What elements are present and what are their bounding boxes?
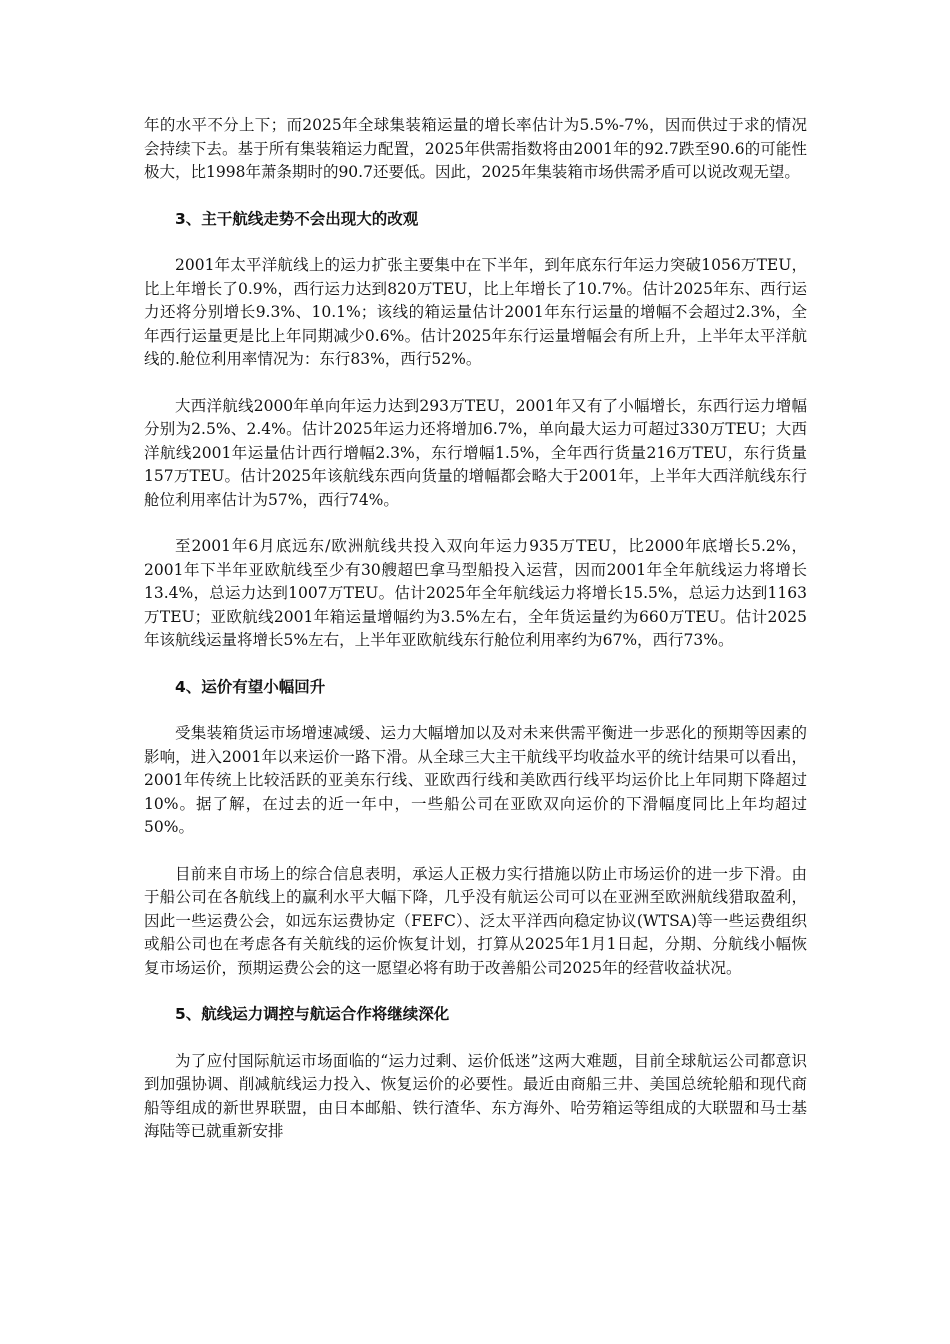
section-heading-3: 3、主干航线走势不会出现大的改观 bbox=[175, 209, 419, 228]
paragraph-continuation: 年的水平不分上下；而2025年全球集装箱运量的增长率估计为5.5%-7%，因而供过于求的情况会持续下去。基于所有集装箱运力配置，2025年供需指数将由2001年的92.7跌至90.6的可能性极大，比1998年萧条期时的90.7还要低。因此，2025年集装箱市场供需矛盾可以说改观无望。 bbox=[144, 116, 807, 181]
paragraph-alliance-cooperation: 为了应付国际航运市场面临的“运力过剩、运价低迷”这两大难题，目前全球航运公司都意识到加强协调、削减航线运力投入、恢复运价的必要性。最近由商船三井、美国总统轮船和现代商船等组成的新世界联盟，由日本邮船、铁行渣华、东方海外、哈劳箱运等组成的大联盟和马士基海陆等已就重新安排 bbox=[144, 1051, 807, 1140]
paragraph-asia-europe-route: 至2001年6月底远东/欧洲航线共投入双向年运力935万TEU，比2000年底增长5.2%，2001年下半年亚欧航线至少有30艘超巴拿马型船投入运营，因而2001年全年航线运力将增长13.4%，总运力达到1007万TEU。估计2025年全年航线运力将增长15.5%，总运力达到1163万TEU；亚欧航线2001年箱运量增幅约为3.5%左右，全年货运量约为660万TEU。估计2025年该航线运量将增长5%左右，上半年亚欧航线东行舱位利用率约为67%，西行73%。 bbox=[144, 537, 807, 649]
paragraph-rate-recovery-plan: 目前来自市场上的综合信息表明，承运人正极力实行措施以防止市场运价的进一步下滑。由于船公司在各航线上的赢利水平大幅下降，几乎没有航运公司可以在亚洲至欧洲航线猎取盈利，因此一些运费公会，如远东运费协定（FEFC）、泛太平洋西向稳定协议(WTSA)等一些运费组织或船公司也在考虑各有关航线的运价恢复计划，打算从2025年1月1日起，分期、分航线小幅恢复市场运价，预期运费公会的这一愿望必将有助于改善船公司2025年的经营收益状况。 bbox=[144, 864, 807, 977]
paragraph-atlantic-route: 大西洋航线2000年单向年运力达到293万TEU，2001年又有了小幅增长，东西行运力增幅分别为2.5%、2.4%。估计2025年运力还将增加6.7%，单向最大运力可超过330万TEU；大西洋航线2001年运量估计西行增幅2.3%，东行增幅1.5%，全年西行货量216万TEU，东行货量157万TEU。估计2025年该航线东西向货量的增幅都会略大于2001年，上半年大西洋航线东行舱位利用率估计为57%，西行74%。 bbox=[144, 396, 807, 509]
document-page bbox=[144, 114, 807, 1144]
section-heading-5: 5、航线运力调控与航运合作将继续深化 bbox=[175, 1005, 450, 1023]
paragraph-pacific-route: 2001年太平洋航线上的运力扩张主要集中在下半年，到年底东行年运力突破1056万TEU，比上年增长了0.9%，西行运力达到820万TEU，比上年增长了10.7%。估计2025年东、西行运力还将分别增长9.3%、10.1%；该线的箱运量估计2001年东行运量的增幅不会超过2.3%，全年西行运量更是比上年同期减少0.6%。估计2025年东行运量增幅会有所上升，上半年太平洋航线的.舱位利用率情况为：东行83%，西行52%。 bbox=[144, 256, 807, 368]
paragraph-freight-rate-decline: 受集装箱货运市场增速减缓、运力大幅增加以及对未来供需平衡进一步恶化的预期等因素的影响，进入2001年以来运价一路下滑。从全球三大主干航线平均收益水平的统计结果可以看出，2001年传统上比较活跃的亚美东行线、亚欧西行线和美欧西行线平均运价比上年同期下降超过10%。据了解，在过去的近一年中，一些船公司在亚欧双向运价的下滑幅度同比上年均超过50%。 bbox=[144, 724, 807, 836]
section-heading-4: 4、运价有望小幅回升 bbox=[175, 677, 326, 696]
